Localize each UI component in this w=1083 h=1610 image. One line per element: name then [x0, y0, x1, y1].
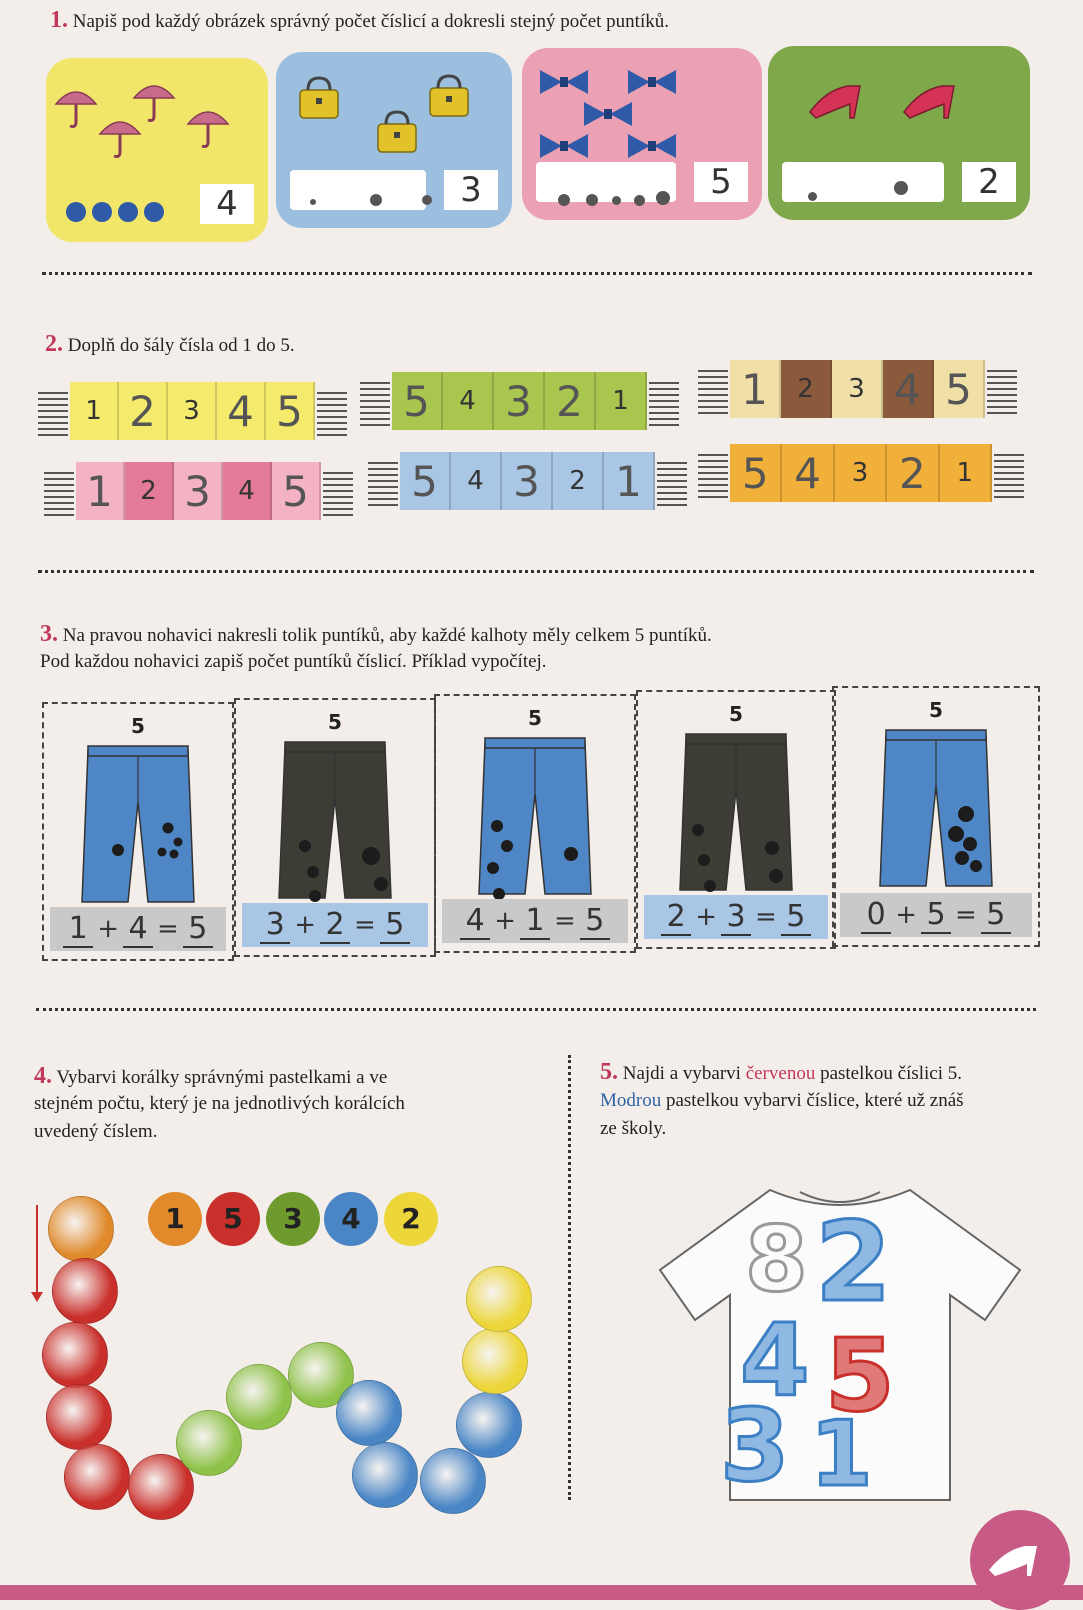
divider: [36, 1008, 1036, 1011]
dot-answer-bar[interactable]: [782, 162, 944, 202]
scarf-cell[interactable]: 2: [781, 360, 832, 418]
count-answer-box[interactable]: 5: [694, 162, 748, 202]
svg-text:4: 4: [740, 1302, 810, 1419]
dot-answer-bar[interactable]: [536, 162, 676, 202]
equation-result-answer[interactable]: 5: [781, 899, 811, 936]
bead[interactable]: [456, 1392, 522, 1458]
equation-right-answer[interactable]: 3: [721, 899, 751, 936]
equation-right-answer[interactable]: 5: [921, 897, 951, 934]
pants-dot: [948, 826, 964, 842]
bead[interactable]: [64, 1444, 130, 1510]
pants-exercise-box: [434, 694, 636, 953]
task4-instructions-line3: uvedený číslem.: [34, 1121, 158, 1142]
task1-card: [46, 58, 268, 242]
scarf-fringe: [323, 468, 353, 520]
scarf-cell[interactable]: 4: [443, 372, 494, 430]
equals-sign: =: [157, 914, 179, 944]
scarf-cell[interactable]: 1: [70, 382, 119, 440]
bead[interactable]: [336, 1380, 402, 1446]
scarf-fringe: [368, 458, 398, 510]
pants-icon: [676, 730, 796, 900]
pants-icon: [275, 738, 395, 908]
bead[interactable]: [52, 1258, 118, 1324]
scarf-fringe: [317, 388, 347, 440]
task5-instructions-line2: Modrou pastelkou vybarvi číslice, které už znáš: [600, 1090, 964, 1111]
legend-bead: 2: [384, 1192, 438, 1246]
scarf: [400, 452, 655, 510]
scarf-cell[interactable]: 5: [730, 444, 782, 502]
bead[interactable]: [352, 1442, 418, 1508]
scarf-fringe: [649, 378, 679, 430]
task4-heading: 4. Vybarvi korálky správnými pastelkami a ve: [34, 1063, 388, 1089]
pants-dot: [158, 848, 167, 857]
scarf-cell[interactable]: 1: [596, 372, 647, 430]
pants-dot: [765, 841, 779, 855]
page-footer-band: [0, 1585, 1083, 1600]
drawn-dot: [66, 202, 86, 222]
scarf: [70, 382, 315, 440]
equation-result-answer[interactable]: 5: [380, 907, 410, 944]
vertical-divider: [568, 1055, 571, 1500]
drawn-dot: [370, 194, 382, 206]
equals-sign: =: [554, 906, 576, 936]
high-heel-icon: [808, 74, 864, 130]
scarf-cell[interactable]: 1: [604, 452, 655, 510]
scarf-cell[interactable]: 2: [125, 462, 174, 520]
equation-right-answer[interactable]: 1: [520, 903, 550, 940]
equation-result-answer[interactable]: 5: [981, 897, 1011, 934]
task1-card: [276, 52, 512, 228]
pants-dot: [307, 866, 319, 878]
task5-heading: 5. Najdi a vybarvi červenou pastelkou číslici 5.: [600, 1059, 963, 1085]
pants-dot: [501, 840, 513, 852]
plus-sign: +: [494, 906, 516, 936]
pants-dot: [170, 850, 179, 859]
drawn-dot: [656, 191, 670, 205]
pants-dot: [174, 838, 183, 847]
drawn-dot: [586, 194, 598, 206]
task4-instructions-line1: Vybarvi korálky správnými pastelkami a ve: [56, 1067, 388, 1088]
task4-instructions-line2: stejném počtu, který je na jednotlivých korálcích: [34, 1093, 405, 1114]
high-heel-icon: [985, 1540, 1045, 1580]
pants-dot: [374, 877, 388, 891]
drawn-dot: [422, 195, 432, 205]
plus-sign: +: [97, 914, 119, 944]
equation-box: [242, 903, 428, 947]
scarf-cell[interactable]: 1: [730, 360, 781, 418]
svg-text:1: 1: [810, 1402, 873, 1507]
scarf-cell[interactable]: 5: [934, 360, 985, 418]
scarf: [730, 444, 992, 502]
scarf: [76, 462, 321, 520]
pants-dot: [692, 824, 704, 836]
umbrella-icon: [186, 98, 242, 154]
handbag-icon: [426, 68, 482, 124]
divider: [38, 570, 1034, 573]
scarf-cell[interactable]: 4: [883, 360, 934, 418]
pants-exercise-box: [832, 686, 1040, 947]
scarf-cell[interactable]: 5: [266, 382, 315, 440]
task5-instructions-line3: ze školy.: [600, 1118, 667, 1139]
drawn-dot: [558, 194, 570, 206]
arrow-down-icon: [36, 1205, 38, 1295]
pants-exercise-box: [636, 690, 836, 949]
handbag-icon: [296, 70, 352, 126]
task1-card: [768, 46, 1030, 220]
drawn-dot: [92, 202, 112, 222]
pants-dot: [698, 854, 710, 866]
pants-dot: [704, 880, 716, 892]
bead[interactable]: [42, 1322, 108, 1388]
equation-left-answer[interactable]: 4: [460, 903, 490, 940]
legend-bead: 1: [148, 1192, 202, 1246]
scarf-cell[interactable]: 2: [119, 382, 168, 440]
pants-exercise-box: [42, 702, 234, 961]
pants-dot: [309, 890, 321, 902]
scarf-cell[interactable]: 3: [502, 452, 553, 510]
drawn-dot: [612, 196, 621, 205]
divider: [42, 272, 1032, 275]
scarf: [730, 360, 985, 418]
scarf-fringe: [44, 468, 74, 520]
drawn-dot: [808, 192, 817, 201]
scarf-cell[interactable]: 1: [940, 444, 992, 502]
scarf-cell[interactable]: 4: [782, 444, 834, 502]
equation-box: [840, 893, 1032, 937]
pants-total-label: 5: [729, 702, 743, 726]
legend-bead: 3: [266, 1192, 320, 1246]
equation-box: [644, 895, 828, 939]
scarf-cell[interactable]: 3: [168, 382, 217, 440]
task3-heading: 3. Na pravou nohavici nakresli tolik puntíků, aby každé kalhoty měly celkem 5 puntíků.: [40, 621, 712, 647]
pants-total-label: 5: [131, 714, 145, 738]
pants-dot: [491, 820, 503, 832]
plus-sign: +: [294, 910, 316, 940]
equals-sign: =: [955, 900, 977, 930]
drawn-dot: [634, 195, 645, 206]
pants-dot: [970, 860, 982, 872]
handbag-icon: [374, 104, 430, 160]
high-heel-icon: [902, 74, 958, 130]
bead[interactable]: [48, 1196, 114, 1262]
pants-total-label: 5: [328, 710, 342, 734]
pants-dot: [299, 840, 311, 852]
scarf-cell[interactable]: 4: [217, 382, 266, 440]
svg-text:2: 2: [815, 1198, 892, 1326]
pants-dot: [362, 847, 380, 865]
equation-left-answer[interactable]: 0: [861, 897, 891, 934]
task1-card: [522, 48, 762, 220]
equals-sign: =: [354, 910, 376, 940]
scarf-fringe: [987, 366, 1017, 418]
scarf-cell[interactable]: 3: [832, 360, 883, 418]
bead[interactable]: [466, 1266, 532, 1332]
plus-sign: +: [895, 900, 917, 930]
pants-dot: [769, 869, 783, 883]
scarf-cell[interactable]: 2: [887, 444, 939, 502]
drawn-dot: [310, 199, 316, 205]
scarf-cell[interactable]: 2: [553, 452, 604, 510]
count-answer-box[interactable]: 2: [962, 162, 1016, 202]
pants-dot: [955, 851, 969, 865]
scarf-fringe: [657, 458, 687, 510]
drawn-dot: [144, 202, 164, 222]
pants-total-label: 5: [528, 706, 542, 730]
pants-icon: [78, 742, 198, 912]
scarf-cell[interactable]: 3: [174, 462, 223, 520]
pants-dot: [163, 823, 174, 834]
svg-text:8: 8: [745, 1207, 808, 1312]
drawn-dot: [118, 202, 138, 222]
scarf-cell[interactable]: 4: [451, 452, 502, 510]
pants-icon: [876, 726, 996, 896]
scarf-fringe: [994, 450, 1024, 502]
task1-instructions: Napiš pod každý obrázek správný počet číslicí a dokresli stejný počet puntíků.: [72, 11, 669, 32]
pants-dot: [963, 837, 977, 851]
legend-bead: 5: [206, 1192, 260, 1246]
scarf-cell[interactable]: 1: [76, 462, 125, 520]
pants-dot: [487, 862, 499, 874]
pants-exercise-box: [234, 698, 436, 957]
scarf-cell[interactable]: 3: [835, 444, 887, 502]
bead[interactable]: [420, 1448, 486, 1514]
pants-total-label: 5: [929, 698, 943, 722]
scarf-cell[interactable]: 4: [223, 462, 272, 520]
task2-heading: 2. Doplň do šály čísla od 1 do 5.: [45, 331, 295, 357]
scarf-cell[interactable]: 5: [392, 372, 443, 430]
svg-text:3: 3: [720, 1387, 790, 1504]
bead[interactable]: [46, 1384, 112, 1450]
scarf-cell[interactable]: 5: [400, 452, 451, 510]
pants-icon: [475, 734, 595, 904]
scarf-fringe: [698, 366, 728, 418]
equation-box: [50, 907, 226, 951]
bead[interactable]: [226, 1364, 292, 1430]
pants-dot: [564, 847, 578, 861]
drawn-dot: [894, 181, 908, 195]
scarf-cell[interactable]: 2: [545, 372, 596, 430]
count-answer-box[interactable]: 4: [200, 184, 254, 224]
task1-heading: 1. Napiš pod každý obrázek správný počet číslicí a dokresli stejný počet puntíků.: [50, 7, 669, 33]
equation-left-answer[interactable]: 2: [661, 899, 691, 936]
equation-result-answer[interactable]: 5: [580, 903, 610, 940]
equals-sign: =: [755, 902, 777, 932]
bead[interactable]: [462, 1328, 528, 1394]
scarf-fringe: [698, 450, 728, 502]
pants-dot: [958, 806, 974, 822]
scarf-fringe: [360, 378, 390, 430]
scarf: [392, 372, 647, 430]
plus-sign: +: [695, 902, 717, 932]
scarf-cell[interactable]: 3: [494, 372, 545, 430]
legend-bead: 4: [324, 1192, 378, 1246]
task3-instructions-line1: Na pravou nohavici nakresli tolik puntíků, aby každé kalhoty měly celkem 5 puntíků.: [62, 625, 712, 646]
count-answer-box[interactable]: 3: [444, 170, 498, 210]
tshirt-icon: [650, 1180, 1030, 1510]
equation-right-answer[interactable]: 2: [320, 907, 350, 944]
task3-instructions-line2: Pod každou nohavici zapiš počet puntíků číslicí. Příklad vypočítej.: [40, 651, 547, 672]
scarf-fringe: [38, 388, 68, 440]
task2-instructions: Doplň do šály čísla od 1 do 5.: [67, 335, 295, 356]
equation-right-answer[interactable]: 4: [123, 911, 153, 948]
umbrella-icon: [98, 108, 154, 164]
bead[interactable]: [176, 1410, 242, 1476]
equation-result-answer[interactable]: 5: [183, 911, 213, 948]
arrow-down-head: [31, 1292, 43, 1302]
svg-text:5: 5: [825, 1317, 895, 1434]
scarf-cell[interactable]: 5: [272, 462, 321, 520]
equation-left-answer[interactable]: 1: [63, 911, 93, 948]
pants-dot: [112, 844, 124, 856]
equation-box: [442, 899, 628, 943]
equation-left-answer[interactable]: 3: [260, 907, 290, 944]
